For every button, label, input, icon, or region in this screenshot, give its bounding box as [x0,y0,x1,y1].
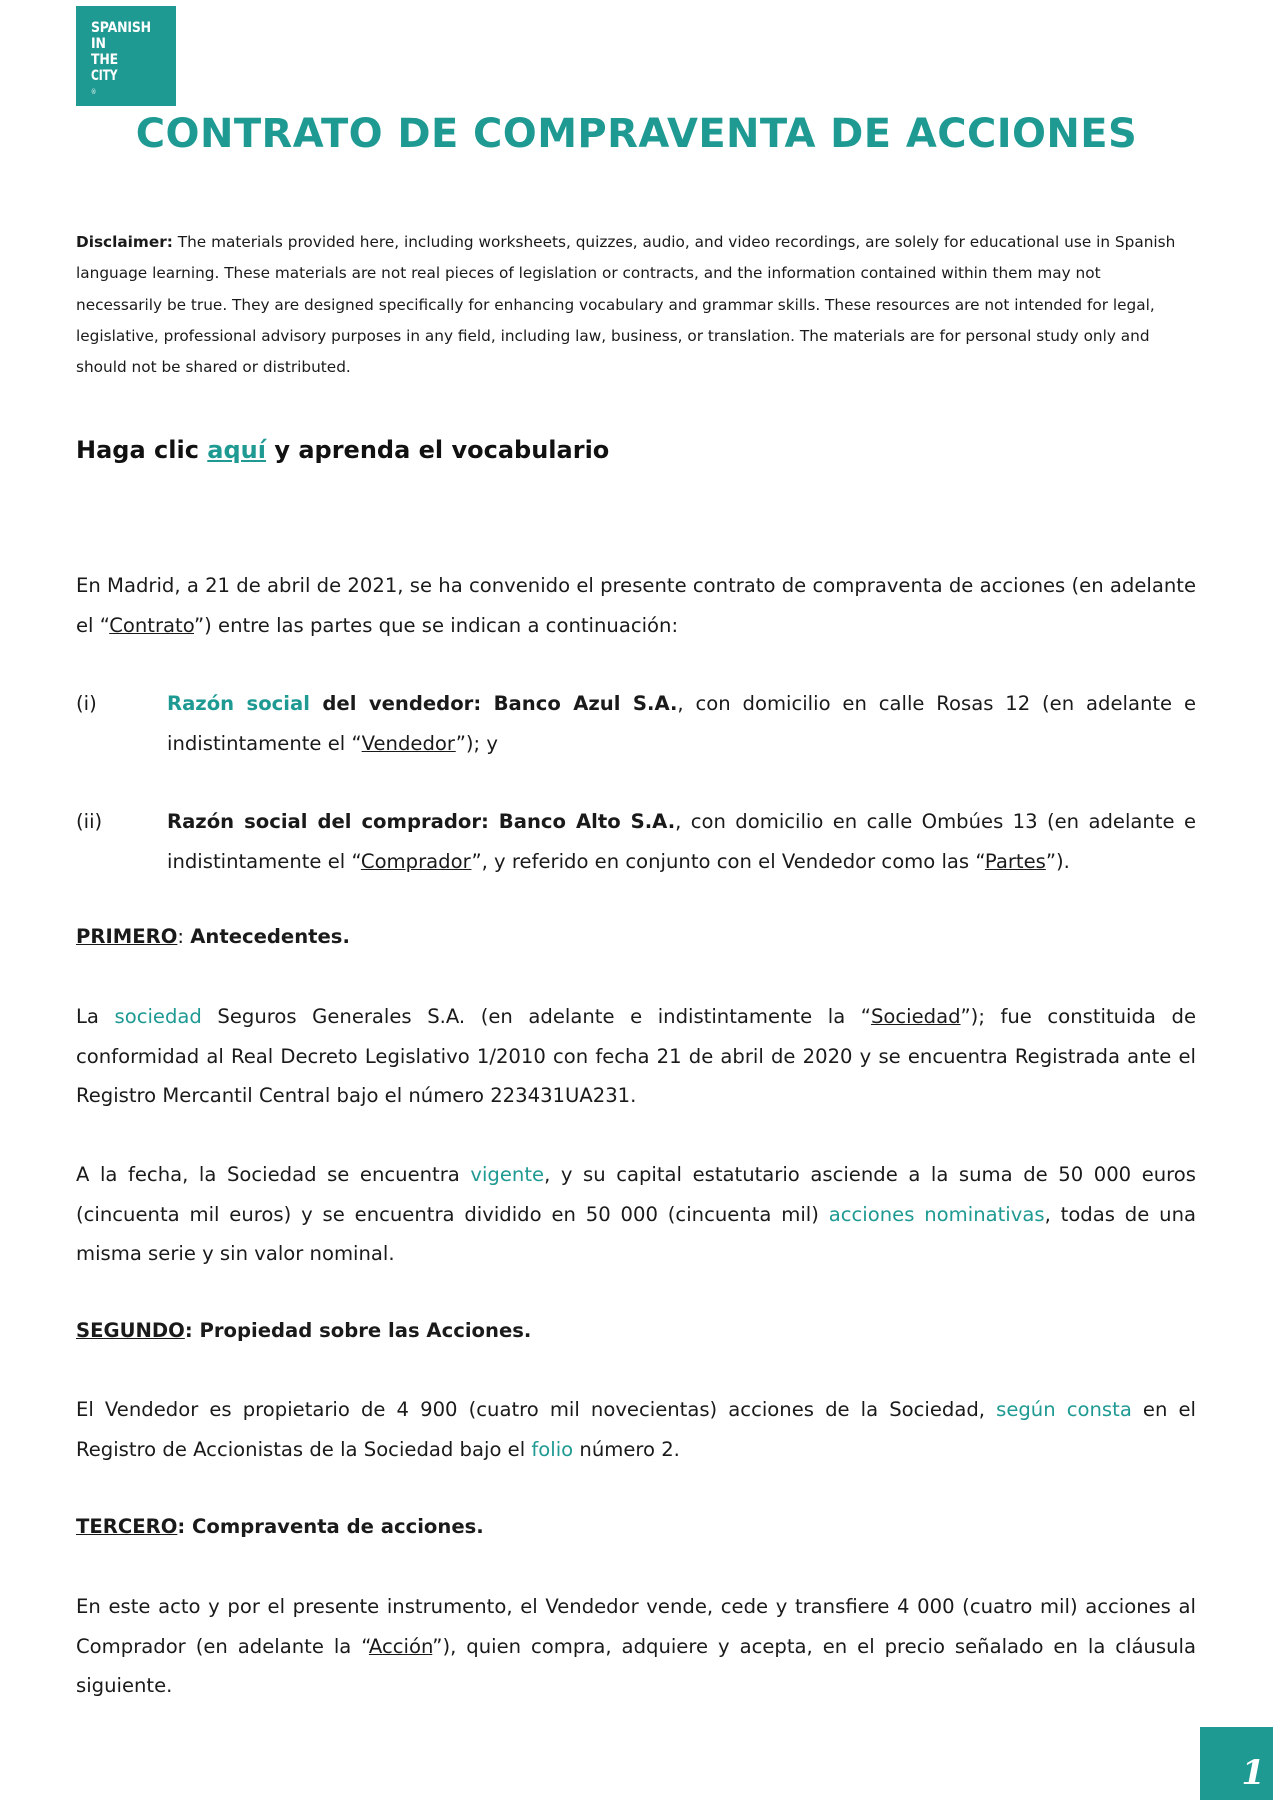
clause-separator: : [177,925,191,948]
defined-term-vendedor: Vendedor [361,731,456,755]
clause-label: TERCERO [76,1515,178,1538]
vocab-vigente[interactable]: vigente [470,1163,545,1186]
party-seller [76,684,1196,763]
disclaimer [76,227,1176,383]
paragraph-text: Seguros Generales S.A. (en adelante e indistintamente la “ [201,1005,871,1028]
clause-label: SEGUNDO [76,1319,185,1342]
paragraph-text: número 2. [573,1437,680,1461]
clause-title: : Propiedad sobre las Acciones. [184,1319,532,1342]
party-number: (i) [76,692,97,715]
party-seller-name: del vendedor: Banco Azul S.A. [309,692,678,715]
logo-line: THE [91,52,118,68]
paragraph-text: , todas de una misma serie y sin valor nominal. [76,1202,1196,1265]
logo-line [91,68,164,100]
clause-title: Antecedentes. [190,925,350,948]
vocabulary-cta [76,433,609,467]
party-seller-text [167,684,1196,763]
paragraph-text: En este acto y por el presente instrumento, el Vendedor vende, cede y transfiere 4 000 (cuatro mil) acciones al Comprador (en adelante la “ [76,1595,1196,1658]
vocab-razon-social[interactable]: Razón social [167,692,310,715]
logo-line: SPANISH [91,20,151,36]
vocab-acciones-nominativas[interactable]: acciones nominativas [828,1202,1045,1226]
party-buyer-detail: , con domicilio en calle Ombúes 13 (en adelante e indistintamente el “ [167,810,1197,873]
primero-paragraph-1 [76,997,1196,1116]
party-seller-detail: ”); y [455,731,498,755]
logo-line-city: CITY [91,68,118,84]
paragraph-text: en el Registro de Accionistas de la Sociedad bajo el [76,1398,1196,1461]
paragraph-text: A la fecha, la Sociedad se encuentra [76,1163,471,1186]
party-buyer-name: Razón social del comprador: Banco Alto S.A. [167,810,676,833]
paragraph-text: , y su capital estatutario asciende a la suma de 50 000 euros (cincuenta mil euros) y se encuentra dividido en 50 000 (cincuenta mil) [76,1163,1197,1226]
paragraph-text: La [76,1005,115,1028]
vocab-folio[interactable]: folio [531,1437,574,1461]
document-title: CONTRATO DE COMPRAVENTA DE ACCIONES [135,111,1138,157]
spanish-in-the-city-logo [76,6,176,106]
vocab-segun-consta[interactable]: según consta [996,1398,1132,1421]
paragraph-text: El Vendedor es propietario de 4 900 (cuatro mil novecientas) acciones de la Sociedad, [76,1398,997,1421]
clause-title: : Compraventa de acciones. [177,1515,484,1538]
party-buyer-detail: ”, y referido en conjunto con el Vendedor como las “ [471,849,985,873]
defined-term-accion: Acción [368,1634,433,1658]
logo-line: IN [91,36,106,52]
party-number: (ii) [76,810,103,833]
intro-text: ”) entre las partes que se indican a continuación: [194,613,679,637]
cta-text-after: y aprenda el vocabulario [265,436,610,464]
paragraph-text: ”), quien compra, adquiere y acepta, en el precio señalado en la cláusula siguiente. [76,1634,1197,1697]
party-buyer [76,802,1196,881]
party-buyer-text [167,802,1196,881]
intro-paragraph [76,566,1196,645]
defined-term-sociedad: Sociedad [870,1005,961,1028]
clause-heading-segundo [76,1316,531,1346]
party-buyer-detail: ”). [1045,849,1070,873]
vocab-sociedad[interactable]: sociedad [114,1005,202,1028]
disclaimer-text: The materials provided here, including worksheets, quizzes, audio, and video recordings, are solely for educational use in Spanish language learning. These materials are not real pieces of legislation or contracts, and the information contained within them may not necessarily be true. They are designed specifically for enhancing vocabulary and grammar skills. These resources are not intended for legal, legislative, professional advisory purposes in any field, including law, business, or translation. The materials are for personal study only and should not be shared or distributed. [76,233,1176,377]
clause-label: PRIMERO [76,925,178,948]
paragraph-text: ”); fue constituida de conformidad al Real Decreto Legislativo 1/2010 con fecha 21 de abril de 2020 y se encuentra Registrada ante el Registro Mercantil Central bajo el número 223431UA231. [76,1005,1196,1107]
disclaimer-label: Disclaimer: [76,233,173,251]
clause-heading-tercero [76,1512,484,1542]
intro-text: En Madrid, a 21 de abril de 2021, se ha convenido el presente contrato de compraventa de acciones (en adelante el “ [76,574,1196,637]
defined-term-partes: Partes [984,849,1046,873]
page-number-badge: 1 [1200,1727,1273,1800]
cta-text-before: Haga clic [76,436,208,464]
defined-term-contrato: Contrato [109,613,194,637]
party-seller-detail: , con domicilio en calle Rosas 12 (en adelante e indistintamente el “ [167,692,1197,755]
tercero-paragraph-1 [76,1587,1196,1706]
primero-paragraph-2 [76,1155,1196,1274]
segundo-paragraph-1 [76,1390,1196,1469]
vocabulary-link[interactable]: aquí [207,436,266,464]
registered-mark: ® [91,88,97,96]
defined-term-comprador: Comprador [360,849,472,873]
clause-heading-primero [76,922,350,952]
